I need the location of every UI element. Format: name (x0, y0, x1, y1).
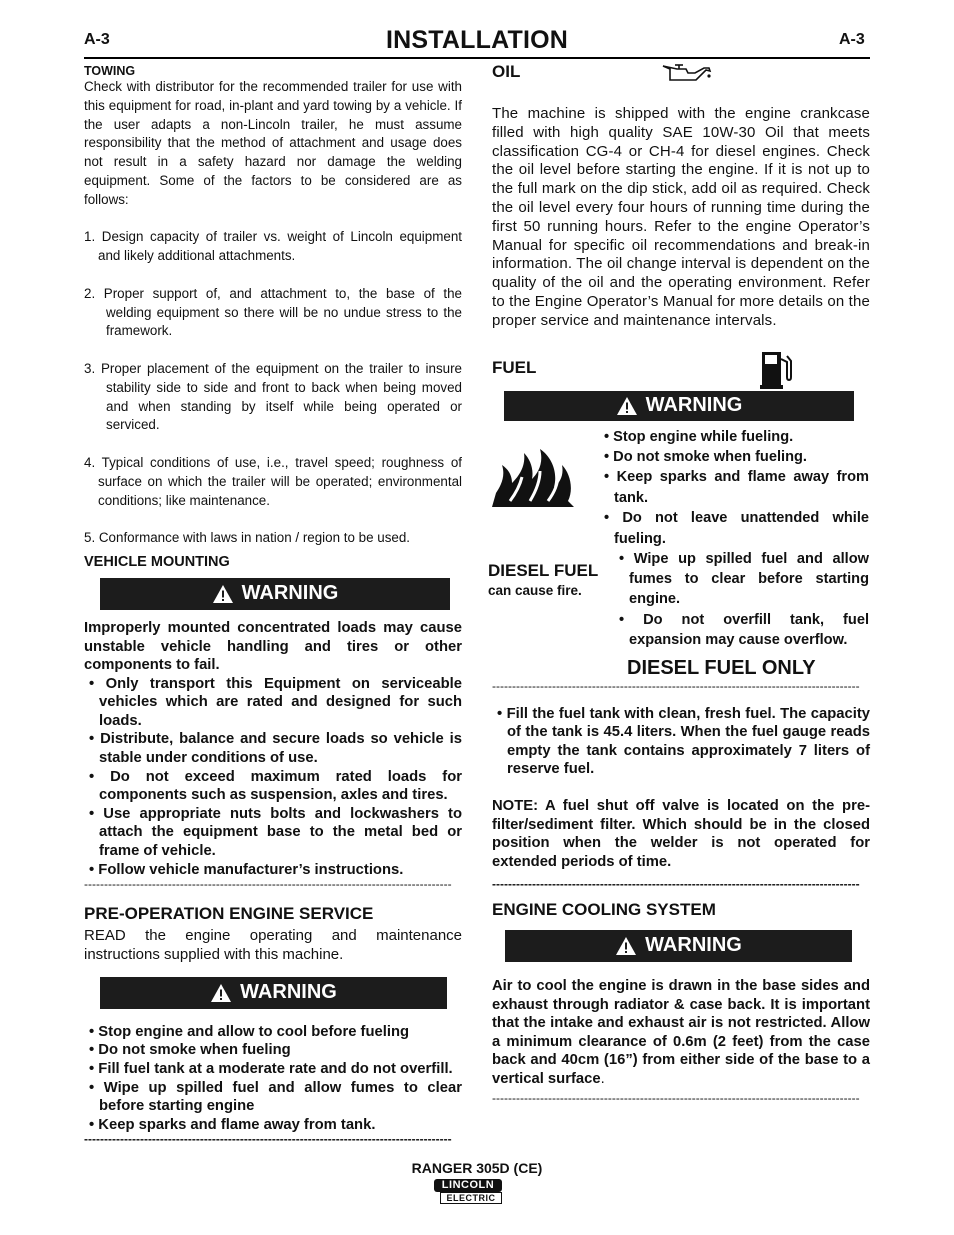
warning-label: WARNING (645, 934, 742, 957)
towing-heading: TOWING (84, 64, 136, 78)
list-item: • Do not smoke when fueling (84, 1041, 462, 1060)
warning-banner (100, 977, 447, 1009)
cooling-text (492, 977, 870, 1089)
logo-bottom: ELECTRIC (440, 1192, 502, 1204)
towing-item: 5. Conformance with laws in nation / region to be used. (84, 530, 411, 546)
vehicle-mounting-bullets (84, 675, 462, 880)
warning-triangle-icon (615, 936, 637, 956)
dashed-divider: -------------------------------------------------------------------------------------------- (492, 680, 860, 691)
note-text (492, 797, 870, 871)
list-item: • Fill fuel tank at a moderate rate and do not overfill. (84, 1060, 462, 1079)
note-label: NOTE: (492, 797, 539, 814)
fuel-note (492, 797, 870, 870)
towing-item: 1. Design capacity of trailer vs. weight of Lincoln equipment and likely additional attachments. (84, 229, 462, 264)
warning-banner (505, 930, 852, 962)
oil-can-icon (660, 60, 712, 84)
towing-intro: Check with distributor for the recommended trailer for use with this equipment for road, in-plant and yard towing by a vehicle. If the user adapts a non-Lincoln trailer, he must assume responsibility that the method of attachment and usage does not result in a safety hazard nor damage the welding equipment. Some of the factors to be considered are as follows: (84, 79, 462, 207)
pre-operation-text: READ the engine operating and maintenance instructions supplied with this machine. (84, 927, 462, 964)
towing-item: 3. Proper placement of the equipment on the trailer to insure stability side to side and front to back when being moved and when standing by itself while being operated or serviced. (84, 360, 462, 433)
list-item: • Stop engine while fueling. (599, 427, 869, 447)
dashed-divider: -------------------------------------------------------------------------------------------- (492, 878, 860, 889)
warning-banner (100, 578, 450, 610)
fuel-heading-row (492, 343, 870, 387)
list-item: • Do not smoke when fueling. (599, 447, 869, 467)
left-column (84, 60, 462, 1144)
warning-triangle-icon (616, 396, 638, 416)
fuel-warning-bullets-top (599, 427, 869, 549)
page-number-left: A-3 (84, 31, 110, 48)
cooling-text-body: Air to cool the engine is drawn in the base sides and exhaust through radiator & case back. It is important that the intake and exhaust air is not restricted. Allow a minimum clearance of 0.6m (2 feet) from the case back and 40cm (16”) from either side of the base to a vertical surface (492, 977, 870, 1087)
logo-top: LINCOLN (434, 1179, 502, 1192)
warning-banner (504, 391, 854, 421)
oil-heading-row (492, 60, 870, 90)
fuel-fill-bullets (492, 705, 870, 779)
list-item: • Keep sparks and flame away from tank. (599, 467, 869, 508)
towing-item: 2. Proper support of, and attachment to, the base of the welding equipment so there will be no undue stress to the framework. (84, 285, 462, 339)
warning-label: WARNING (645, 394, 743, 417)
page-title: INSTALLATION (385, 26, 568, 54)
fire-flame-icon (490, 443, 576, 509)
diesel-fuel-sublabel: can cause fire. (488, 582, 582, 598)
fuel-warning-block (488, 421, 870, 679)
warning-triangle-icon (212, 584, 234, 604)
fuel-pump-icon (760, 349, 794, 389)
list-item: • Do not leave unattended while fueling. (599, 508, 869, 549)
dashed-divider: -------------------------------------------------------------------------------------------- (492, 1092, 860, 1103)
pre-operation-heading: PRE-OPERATION ENGINE SERVICE (84, 904, 374, 924)
towing-list (84, 228, 462, 548)
list-item: • Follow vehicle manufacturer’s instructions. (84, 861, 462, 880)
vehicle-mounting-lead: Improperly mounted concentrated loads may cause unstable vehicle handling and tires or other components to fail. (84, 619, 462, 674)
list-item: • Do not overfill tank, fuel expansion may cause overflow. (614, 610, 869, 651)
lincoln-electric-logo (434, 1179, 508, 1204)
pre-operation-bullets (84, 1023, 462, 1135)
oil-text: The machine is shipped with the engine crankcase filled with high quality SAE 10W-30 Oil that meets classification CG-4 or CH-4 for diesel engines. Check the oil level before starting the engine. If it is not up to the full mark on the dip stick, add oil as required. Check the oil level every four hours of running time during the first 50 running hours. Refer to the engine Operator’s Manual for specific oil recommendations and break-in information. The oil change interval is dependent on the quality of the oil and the operating environment. Refer to the Engine Operator’s Manual for more details on the proper service and maintenance intervals. (492, 105, 870, 329)
towing-item: 4. Typical conditions of use, i.e., travel speed; roughness of surface on which the trailer will be operated; environmental conditions; like maintenance. (84, 454, 462, 508)
dashed-divider: -------------------------------------------------------------------------------------------- (84, 1134, 452, 1145)
list-item: • Keep sparks and flame away from tank. (84, 1116, 462, 1135)
right-column (488, 60, 871, 1103)
diesel-fuel-only: DIESEL FUEL ONLY (627, 656, 816, 679)
list-item: • Do not exceed maximum rated loads for components such as suspension, axles and tires. (84, 768, 462, 805)
cooling-text-end: . (600, 1070, 605, 1087)
cooling-heading: ENGINE COOLING SYSTEM (492, 899, 716, 919)
list-item: • Use appropriate nuts bolts and lockwashers to attach the equipment base to the metal bed or frame of vehicle. (84, 805, 462, 861)
vehicle-mounting-heading: VEHICLE MOUNTING (84, 553, 230, 570)
list-item: • Stop engine and allow to cool before fueling (84, 1023, 462, 1042)
note-text-body: A fuel shut off valve is located on the pre-filter/sediment filter. Which should be in the closed position when the welder is not operated for extended periods of time. (492, 797, 870, 870)
list-item: • Only transport this Equipment on serviceable vehicles which are rated and designed for such loads. (84, 675, 462, 731)
oil-heading: OIL (492, 62, 521, 81)
fuel-warning-bullets-bottom (614, 549, 869, 651)
header-rule (84, 57, 870, 59)
warning-label: WARNING (241, 582, 339, 605)
page-number-right: A-3 (839, 31, 865, 48)
list-item: • Fill the fuel tank with clean, fresh fuel. The capacity of the tank is 45.4 liters. When the fuel gauge reads empty the tank contains approximately 7 liters of reserve fuel. (492, 705, 870, 779)
dashed-divider: -------------------------------------------------------------------------------------------- (84, 879, 452, 890)
diesel-fuel-label: DIESEL FUEL (488, 560, 599, 580)
list-item: • Wipe up spilled fuel and allow fumes to clear before starting engine (84, 1079, 462, 1116)
warning-triangle-icon (210, 983, 232, 1003)
fuel-heading: FUEL (492, 357, 537, 377)
list-item: • Distribute, balance and secure loads so vehicle is stable under conditions of use. (84, 730, 462, 767)
list-item: • Wipe up spilled fuel and allow fumes to clear before starting engine. (614, 549, 869, 610)
warning-label: WARNING (240, 981, 337, 1004)
footer-model: RANGER 305D (CE) (411, 1160, 543, 1176)
